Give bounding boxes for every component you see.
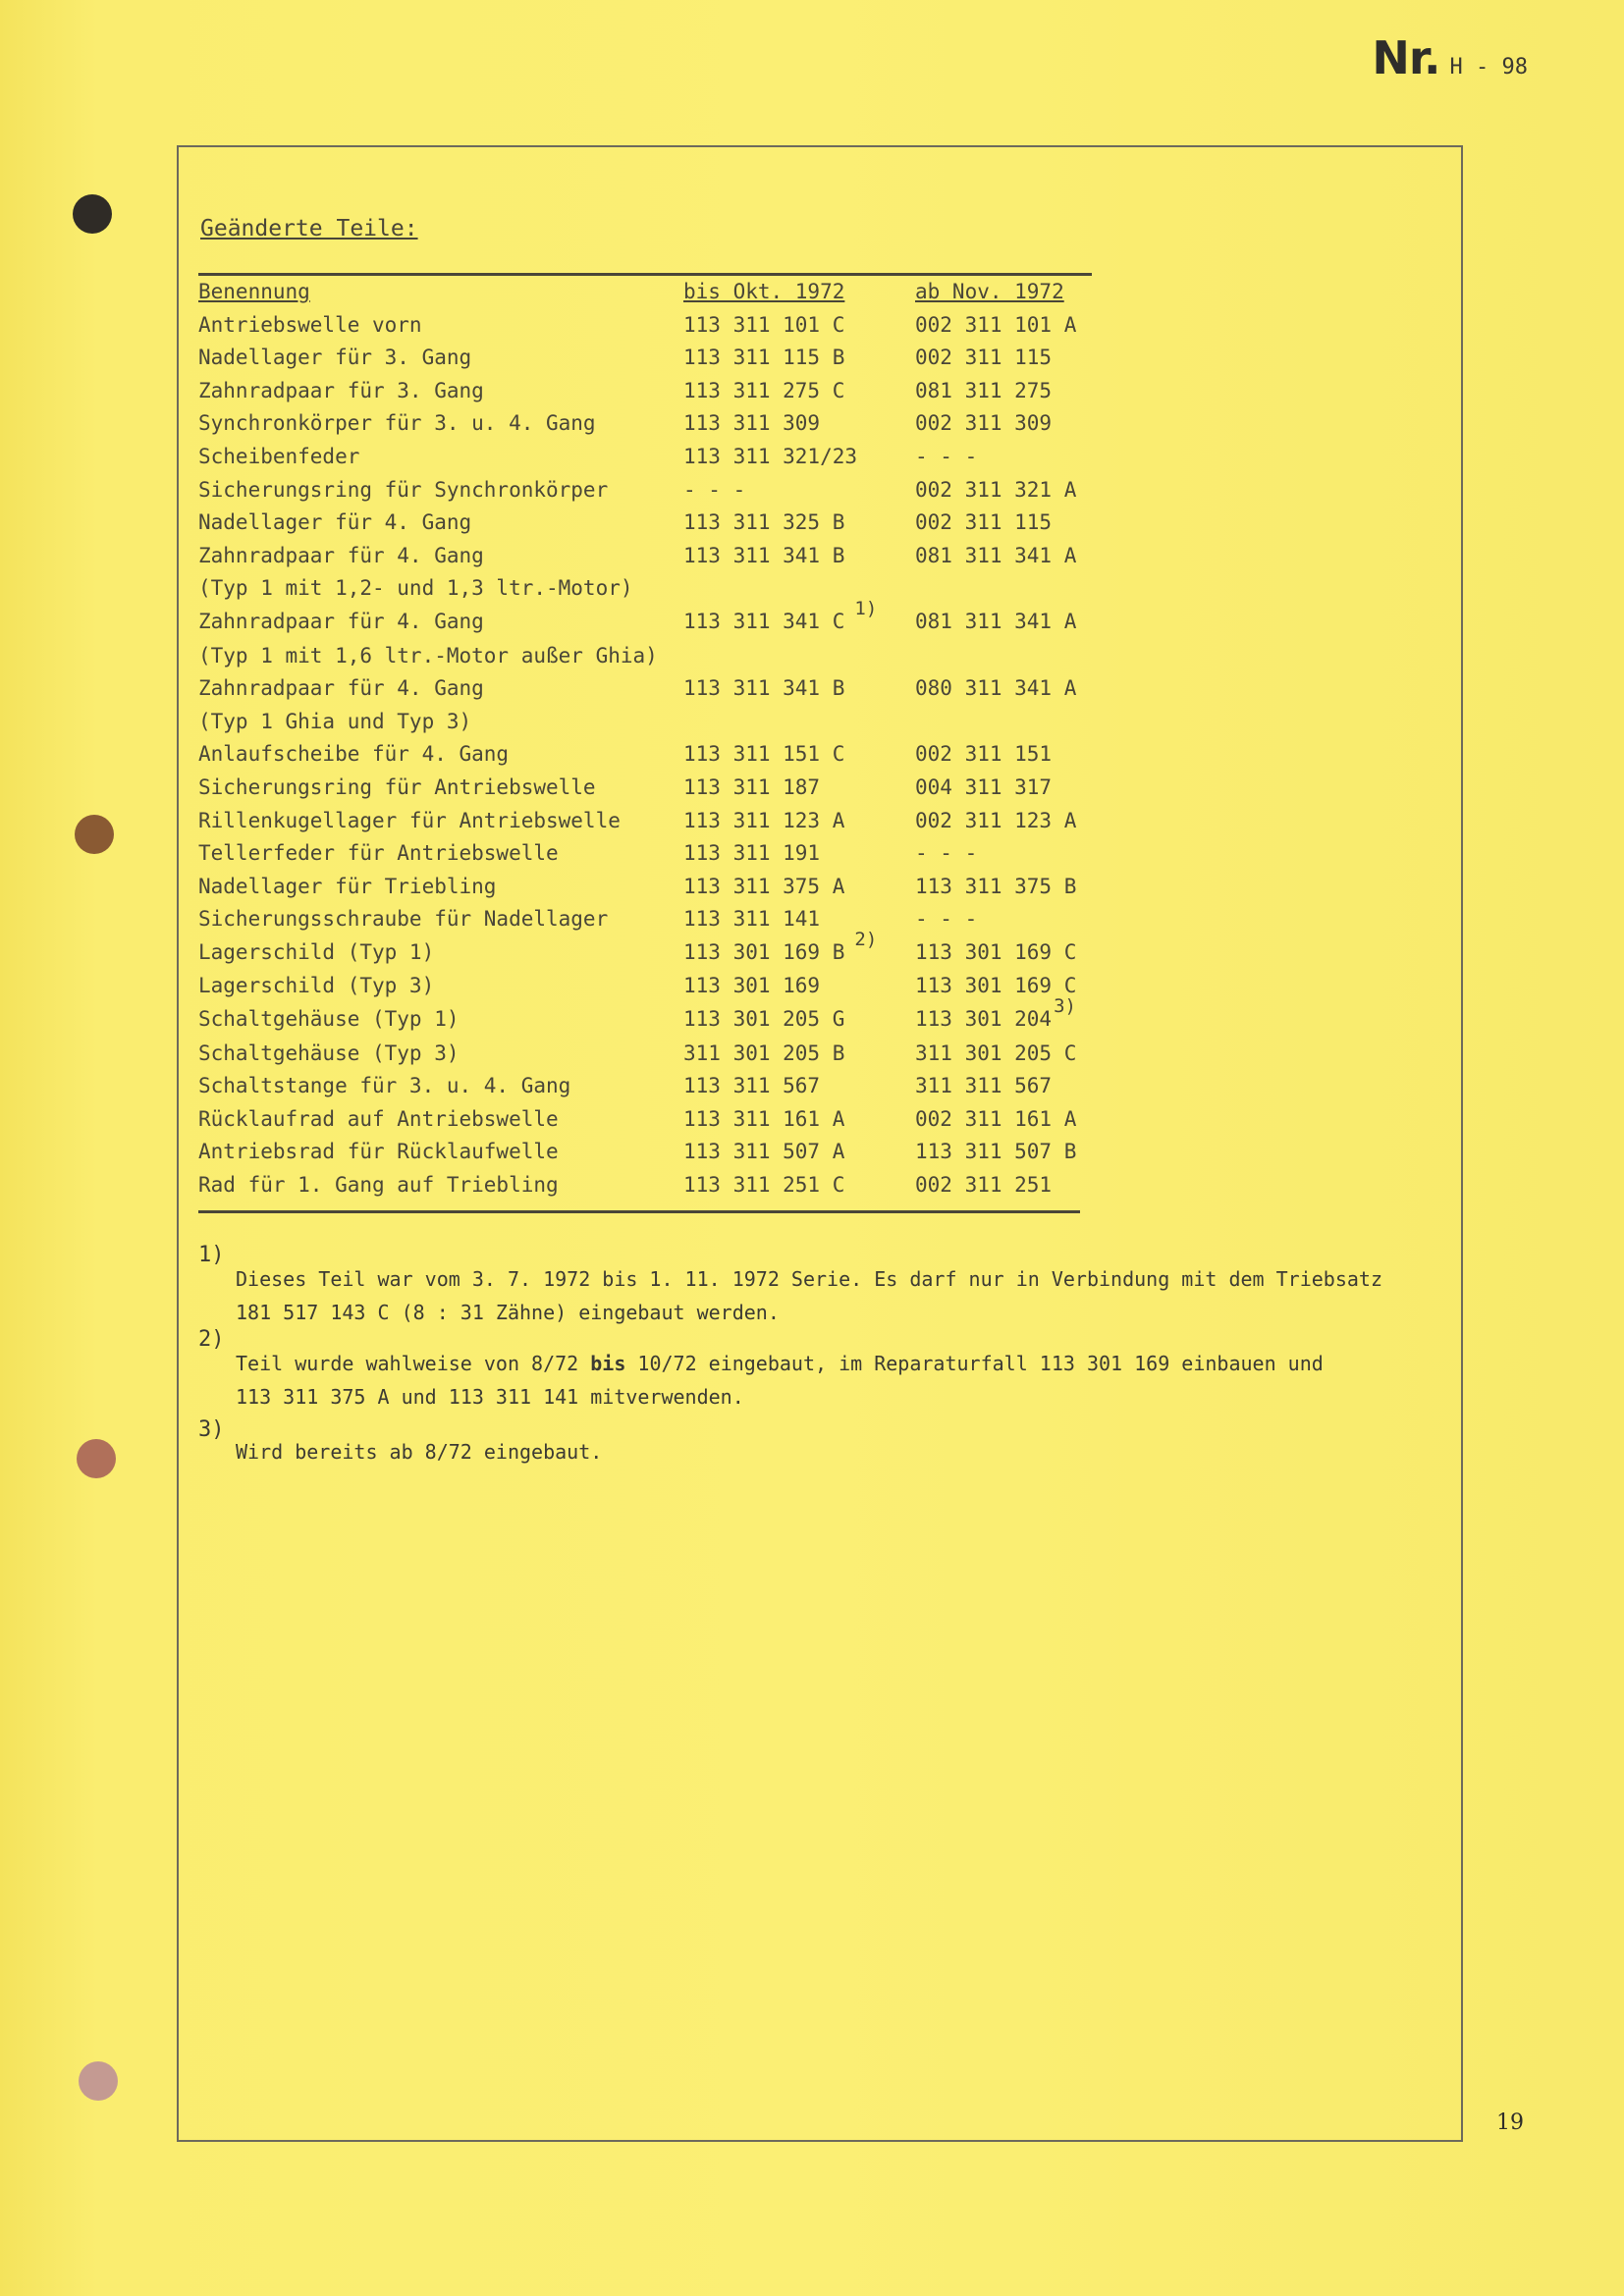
part-number-old xyxy=(683,597,915,640)
part-number-new-value: 113 301 204 xyxy=(915,1007,1053,1032)
footnote-2-line-2: 113 311 375 A und 113 311 141 mitverwenden. xyxy=(236,1385,744,1409)
part-number-new xyxy=(915,507,1092,540)
part-name: Nadellager für 3. Gang xyxy=(198,346,472,370)
part-name: Tellerfeder für Antriebswelle xyxy=(198,841,559,866)
table-bottom-rule xyxy=(198,1210,1080,1213)
part-number-old xyxy=(683,640,915,673)
part-number-new-value: 311 301 205 C xyxy=(915,1041,1077,1065)
part-number-old xyxy=(683,928,915,971)
table-row xyxy=(198,640,1092,673)
part-number-new xyxy=(915,1103,1092,1137)
footnote-2-bold-word: bis xyxy=(590,1352,626,1375)
part-number-old xyxy=(683,1003,915,1038)
part-number-new xyxy=(915,572,1092,606)
table-row xyxy=(198,342,1092,375)
part-name: Scheibenfeder xyxy=(198,444,360,468)
part-number-new xyxy=(915,672,1092,706)
table-row xyxy=(198,309,1092,343)
part-number-new xyxy=(915,375,1092,408)
part-number-new xyxy=(915,1169,1092,1202)
part-number-new-value: 113 301 169 C xyxy=(915,939,1077,964)
part-number-new-value: 113 301 169 C xyxy=(915,974,1077,998)
table-row xyxy=(198,1003,1092,1038)
part-name: Zahnradpaar für 4. Gang xyxy=(198,676,484,701)
table-row xyxy=(198,606,1092,640)
part-number-new xyxy=(915,640,1092,673)
part-number-new-value: 080 311 341 A xyxy=(915,676,1077,701)
part-number-new-value: 002 311 309 xyxy=(915,411,1053,436)
part-number-old-value: 113 301 169 B xyxy=(683,939,845,964)
part-number-new-value: 081 311 275 xyxy=(915,378,1053,402)
parts-table-body xyxy=(198,309,1092,1202)
part-name: Schaltgehäuse (Typ 1) xyxy=(198,1007,460,1032)
part-number-old xyxy=(683,903,915,936)
part-name: Schaltgehäuse (Typ 3) xyxy=(198,1041,460,1065)
part-name: Zahnradpaar für 3. Gang xyxy=(198,378,484,402)
part-number-old xyxy=(683,871,915,904)
part-number-old xyxy=(683,474,915,507)
part-number-old-value: 113 311 341 C xyxy=(683,609,845,633)
part-number-old-value: 113 311 251 C xyxy=(683,1173,845,1198)
footnote-1-text xyxy=(236,1262,1382,1329)
part-name: Sicherungsring für Synchronkörper xyxy=(198,477,609,502)
part-number-old-value: 113 311 321/23 xyxy=(683,444,858,468)
table-row xyxy=(198,936,1092,971)
part-number-old-value: 113 301 205 G xyxy=(683,1007,845,1032)
part-number-new-value: 081 311 341 A xyxy=(915,543,1077,567)
table-row xyxy=(198,441,1092,474)
part-number-new-value: 002 311 161 A xyxy=(915,1106,1077,1131)
part-number-old-value: 113 311 275 C xyxy=(683,378,845,402)
part-number-new-value: 081 311 341 A xyxy=(915,609,1077,633)
part-number-old xyxy=(683,706,915,739)
part-number-old-value: 113 301 169 xyxy=(683,974,821,998)
part-name: (Typ 1 mit 1,6 ltr.-Motor außer Ghia) xyxy=(198,643,658,667)
table-row xyxy=(198,1169,1092,1202)
section-title: Geänderte Teile: xyxy=(200,216,418,241)
part-number-new xyxy=(915,309,1092,343)
header-new: ab Nov. 1972 xyxy=(915,280,1064,303)
part-name: Nadellager für 4. Gang xyxy=(198,510,472,535)
part-number-old-value: 113 311 375 A xyxy=(683,874,845,898)
part-number-old-value: 113 311 151 C xyxy=(683,742,845,767)
part-number-old xyxy=(683,1103,915,1137)
part-number-old-value: 113 311 141 xyxy=(683,907,821,932)
part-number-old xyxy=(683,375,915,408)
part-name: Zahnradpaar für 4. Gang xyxy=(198,609,484,633)
table-row xyxy=(198,507,1092,540)
part-name: Rad für 1. Gang auf Triebling xyxy=(198,1173,559,1198)
part-name: Synchronkörper für 3. u. 4. Gang xyxy=(198,411,596,436)
part-number-new-value: 002 311 101 A xyxy=(915,312,1077,337)
footnote-1-marker: 1) xyxy=(198,1243,225,1267)
part-number-old xyxy=(683,837,915,871)
part-number-old xyxy=(683,407,915,441)
part-name: (Typ 1 mit 1,2- und 1,3 ltr.-Motor) xyxy=(198,576,633,601)
part-number-new-value: 002 311 115 xyxy=(915,346,1053,370)
part-number-new xyxy=(915,903,1092,936)
part-number-new xyxy=(915,936,1092,971)
part-number-old-value: 113 311 507 A xyxy=(683,1140,845,1164)
part-number-new xyxy=(915,407,1092,441)
part-number-new-value: - - - xyxy=(915,444,978,468)
part-number-new xyxy=(915,871,1092,904)
part-name: Schaltstange für 3. u. 4. Gang xyxy=(198,1074,571,1098)
header-old: bis Okt. 1972 xyxy=(683,280,845,303)
part-number-new xyxy=(915,474,1092,507)
part-number-old-value: 113 311 341 B xyxy=(683,676,845,701)
table-row xyxy=(198,772,1092,805)
part-number-new-value: 113 311 375 B xyxy=(915,874,1077,898)
punch-hole-4 xyxy=(79,2061,118,2101)
part-number-old-value: 113 311 187 xyxy=(683,774,821,799)
part-number-old xyxy=(683,540,915,573)
footnote-2-text xyxy=(236,1347,1324,1414)
part-number-new xyxy=(915,772,1092,805)
table-row xyxy=(198,375,1092,408)
part-number-new xyxy=(915,1070,1092,1103)
part-number-new-value: 002 311 321 A xyxy=(915,477,1077,502)
part-name: Sicherungsring für Antriebswelle xyxy=(198,774,596,799)
part-number-old xyxy=(683,309,915,343)
table-row xyxy=(198,805,1092,838)
punch-hole-3 xyxy=(77,1439,116,1478)
table-row xyxy=(198,1103,1092,1137)
document-number xyxy=(1372,31,1528,84)
table-row xyxy=(198,474,1092,507)
part-number-old-value: 113 311 309 xyxy=(683,411,821,436)
table-row xyxy=(198,407,1092,441)
footnote-1-line-1: Dieses Teil war vom 3. 7. 1972 bis 1. 11. 1972 Serie. Es darf nur in Verbindung mit dem Triebsatz xyxy=(236,1267,1382,1291)
punch-hole-2 xyxy=(75,815,114,854)
footnote-3-line-1: Wird bereits ab 8/72 eingebaut. xyxy=(236,1440,603,1464)
part-number-old xyxy=(683,1070,915,1103)
part-number-old-value: 113 311 191 xyxy=(683,841,821,866)
table-row xyxy=(198,1136,1092,1169)
table-row xyxy=(198,706,1092,739)
footnote-3-text xyxy=(236,1435,602,1468)
part-number-new xyxy=(915,995,1092,1038)
part-number-new xyxy=(915,805,1092,838)
table-row xyxy=(198,903,1092,936)
footnote-2-line-1-part-a: Teil wurde wahlweise von 8/72 xyxy=(236,1352,591,1375)
part-number-new-value: 311 311 567 xyxy=(915,1074,1053,1098)
part-number-new xyxy=(915,706,1092,739)
part-name: Nadellager für Triebling xyxy=(198,874,497,898)
part-number-new xyxy=(915,606,1092,640)
part-number-new xyxy=(915,837,1092,871)
part-name: (Typ 1 Ghia und Typ 3) xyxy=(198,709,472,733)
part-number-old-value: 113 311 325 B xyxy=(683,510,845,535)
table-header-row xyxy=(198,275,1092,309)
table-row xyxy=(198,1038,1092,1071)
part-number-old xyxy=(683,572,915,606)
part-number-new-value: 002 311 123 A xyxy=(915,808,1077,832)
parts-table xyxy=(198,273,1092,1202)
part-number-old-value: 311 301 205 B xyxy=(683,1041,845,1065)
footnote-reference: 1) xyxy=(854,597,878,619)
table-row xyxy=(198,837,1092,871)
table-row xyxy=(198,672,1092,706)
nr-label: Nr. xyxy=(1372,31,1440,84)
part-number-old xyxy=(683,342,915,375)
part-name: Lagerschild (Typ 3) xyxy=(198,974,435,998)
table-row xyxy=(198,540,1092,573)
part-number-old xyxy=(683,441,915,474)
part-number-old-value: 113 311 341 B xyxy=(683,543,845,567)
footnote-reference: 3) xyxy=(1054,995,1076,1018)
part-number-old xyxy=(683,672,915,706)
part-number-old-value: 113 311 115 B xyxy=(683,346,845,370)
part-number-new xyxy=(915,1136,1092,1169)
table-row xyxy=(198,1070,1092,1103)
punch-hole-1 xyxy=(73,194,112,234)
part-number-new-value: 002 311 151 xyxy=(915,742,1053,767)
part-number-old-value: 113 311 101 C xyxy=(683,312,845,337)
part-number-new-value: 002 311 115 xyxy=(915,510,1053,535)
part-number-new-value: - - - xyxy=(915,841,978,866)
part-name: Anlaufscheibe für 4. Gang xyxy=(198,742,510,767)
table-row xyxy=(198,738,1092,772)
footnote-2-line-1 xyxy=(236,1347,1324,1380)
part-number-new xyxy=(915,738,1092,772)
part-number-old xyxy=(683,738,915,772)
page-number: 19 xyxy=(1496,2110,1524,2135)
part-number-old xyxy=(683,970,915,1003)
footnote-2-line-1-part-b: 10/72 eingebaut, im Reparaturfall 113 301 169 einbauen und xyxy=(625,1352,1324,1375)
table-row xyxy=(198,871,1092,904)
part-number-old xyxy=(683,805,915,838)
footnote-reference: 2) xyxy=(854,928,878,950)
part-name: Antriebsrad für Rücklaufwelle xyxy=(198,1140,559,1164)
part-number-old-value: 113 311 123 A xyxy=(683,808,845,832)
part-number-old xyxy=(683,507,915,540)
part-number-new-value: 004 311 317 xyxy=(915,774,1053,799)
nr-value: H - 98 xyxy=(1449,55,1528,80)
table-row xyxy=(198,572,1092,606)
part-number-new-value: 002 311 251 xyxy=(915,1173,1053,1198)
part-name: Zahnradpaar für 4. Gang xyxy=(198,543,484,567)
footnote-3-marker: 3) xyxy=(198,1417,225,1442)
part-number-old xyxy=(683,1136,915,1169)
part-number-old-value: 113 311 161 A xyxy=(683,1106,845,1131)
part-number-old-value: 113 311 567 xyxy=(683,1074,821,1098)
footnote-2-marker: 2) xyxy=(198,1327,225,1352)
part-name: Antriebswelle vorn xyxy=(198,312,422,337)
part-number-new xyxy=(915,342,1092,375)
part-name: Rillenkugellager für Antriebswelle xyxy=(198,808,621,832)
part-number-old xyxy=(683,1169,915,1202)
part-name: Rücklaufrad auf Antriebswelle xyxy=(198,1106,559,1131)
part-number-new-value: 113 311 507 B xyxy=(915,1140,1077,1164)
part-number-new xyxy=(915,1038,1092,1071)
part-name: Lagerschild (Typ 1) xyxy=(198,939,435,964)
part-name: Sicherungsschraube für Nadellager xyxy=(198,907,609,932)
part-number-old xyxy=(683,772,915,805)
part-number-new xyxy=(915,441,1092,474)
table-row xyxy=(198,970,1092,1003)
part-number-new xyxy=(915,540,1092,573)
header-name: Benennung xyxy=(198,280,310,303)
part-number-old xyxy=(683,1038,915,1071)
footnote-1-line-2: 181 517 143 C (8 : 31 Zähne) eingebaut werden. xyxy=(236,1301,780,1324)
part-number-new-value: - - - xyxy=(915,907,978,932)
part-number-old-value: - - - xyxy=(683,477,746,502)
